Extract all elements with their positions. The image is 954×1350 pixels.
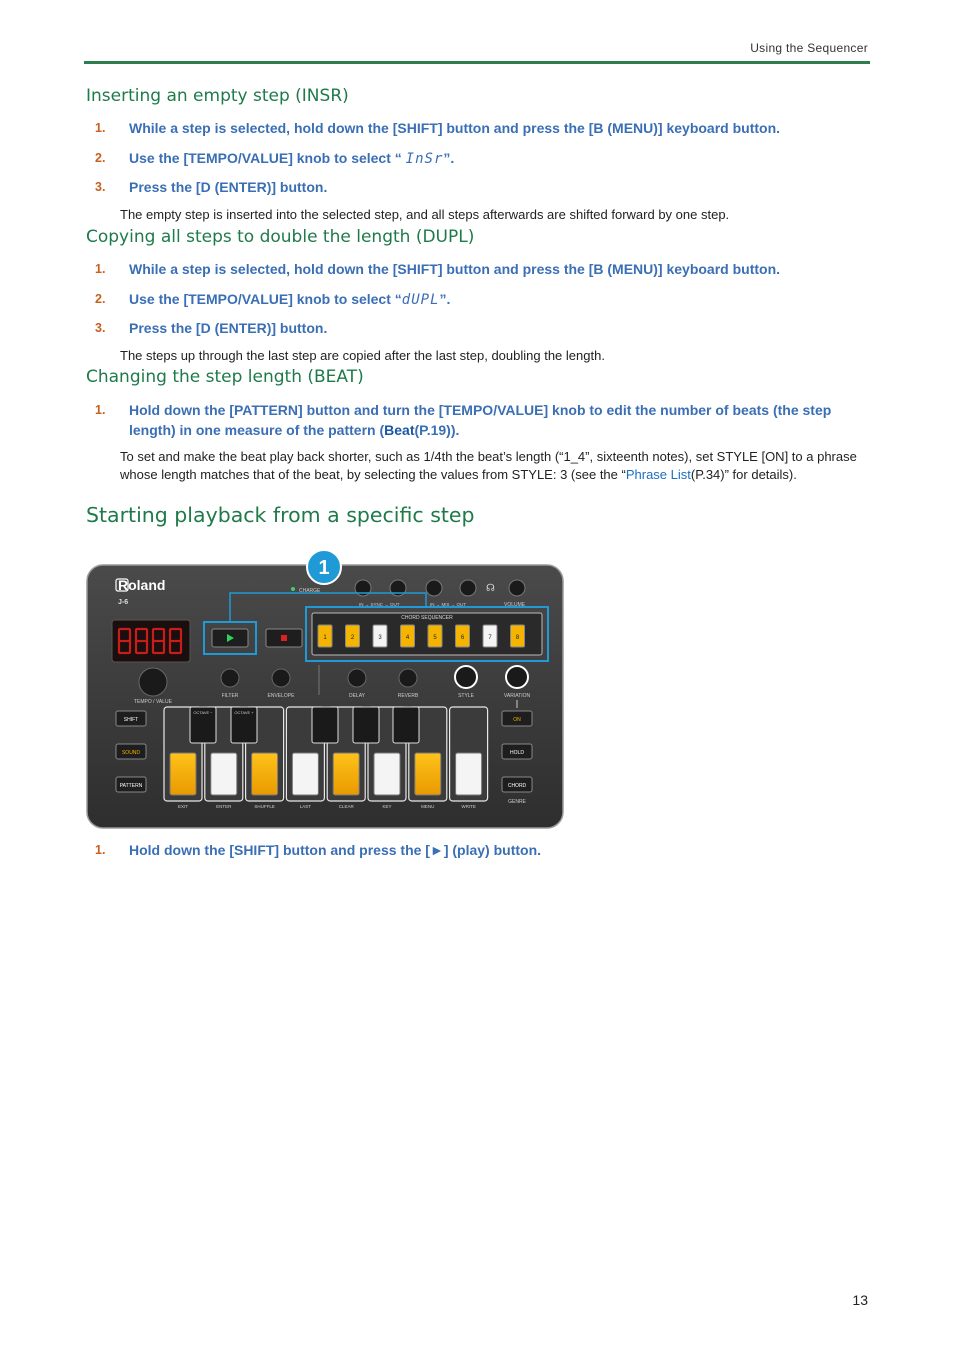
variation-button[interactable] <box>506 666 528 688</box>
tempo-value-label: TEMPO / VALUE <box>134 699 172 705</box>
step-number: 1. <box>95 843 106 857</box>
filter-label: FILTER <box>221 693 239 699</box>
genre-label: GENRE <box>508 799 526 805</box>
sequencer-step-label: 8 <box>515 635 520 641</box>
sequencer-step-label: 1 <box>323 635 327 641</box>
heading-copy-steps: Copying all steps to double the length (DUPL) <box>86 227 475 247</box>
sequencer-step-label: 6 <box>460 635 465 641</box>
step-text: Press the [D (ENTER)] button. <box>129 179 328 195</box>
envelope-knob[interactable] <box>272 669 290 687</box>
key-label: MENU <box>421 804 435 809</box>
dupl-step-2 <box>95 289 865 310</box>
sequencer-step-label: 2 <box>350 635 355 641</box>
reverb-knob[interactable] <box>399 669 417 687</box>
variation-label: VARIATION <box>503 693 531 699</box>
model-label: J-6 <box>118 599 129 606</box>
sound-label: SOUND <box>121 750 141 756</box>
sequencer-step-2[interactable] <box>346 625 360 647</box>
callout-number: 1 <box>318 557 330 579</box>
style-label: STYLE <box>458 693 474 699</box>
filter-knob[interactable] <box>221 669 239 687</box>
octave-plus-label: OCTAVE + <box>234 710 254 715</box>
step-text: While a step is selected, hold down the [SHIFT] button and press the [B (MENU)] keyboard button. <box>129 120 781 136</box>
key-label: ENTER <box>216 804 232 809</box>
step-text-pre: Use the [TEMPO/VALUE] knob to select “ <box>129 150 406 166</box>
tempo-value-knob[interactable] <box>139 668 167 696</box>
delay-label: DELAY <box>348 693 366 699</box>
step-number: 1. <box>95 262 106 276</box>
sequencer-label: CHORD SEQUENCER <box>401 615 453 621</box>
on-label: ON <box>513 717 521 723</box>
step-number: 3. <box>95 180 106 194</box>
chord-label: CHORD <box>507 783 527 789</box>
playback-step-1 <box>95 840 865 860</box>
device-illustration <box>86 545 564 830</box>
step-text <box>129 400 865 440</box>
brand-logo: Roland <box>118 577 166 593</box>
envelope-label: ENVELOPE <box>267 693 295 699</box>
stop-icon <box>281 635 287 641</box>
heading-start-playback: Starting playback from a specific step <box>86 503 475 527</box>
sequencer-step-1[interactable] <box>318 625 332 647</box>
key-label: CLEAR <box>338 804 354 809</box>
mix-label: IN → MIX → OUT <box>430 602 466 607</box>
beat-step-1 <box>95 400 865 440</box>
step-number: 3. <box>95 321 106 335</box>
step-text-pre: Hold down the [PATTERN] button and turn the [TEMPO/VALUE] knob to edit the number of beats (the step length) in one measure of the pattern ( <box>129 402 832 438</box>
step-number: 2. <box>95 151 106 165</box>
device-body <box>87 565 563 828</box>
dupl-step-1 <box>95 259 865 279</box>
headphone-icon: ☊ <box>486 583 495 594</box>
sequencer-step-label: 3 <box>378 635 382 641</box>
beat-note <box>120 448 865 483</box>
page-number: 13 <box>852 1292 868 1308</box>
key-label: SHUFFLE <box>254 804 275 809</box>
key-label: WRITE <box>461 804 476 809</box>
phrase-list-link[interactable]: Phrase List <box>625 466 691 482</box>
key-label: LAST <box>299 804 312 809</box>
beat-link[interactable]: Beat <box>384 422 415 438</box>
sequencer-step-5[interactable] <box>428 625 442 647</box>
sequencer-step-label: 5 <box>433 635 437 641</box>
step-text-post: ”. <box>439 291 451 307</box>
insr-note: The empty step is inserted into the selected step, and all steps afterwards are shifted forward by one step. <box>120 207 730 222</box>
sequencer-step-label: 4 <box>405 635 410 641</box>
dupl-note: The steps up through the last step are copied after the last step, doubling the length. <box>120 348 605 363</box>
sequencer-step-label: 7 <box>488 635 492 641</box>
step-text <box>129 289 865 310</box>
sequencer-step-8[interactable] <box>511 625 525 647</box>
sequencer-step-7[interactable] <box>483 625 497 647</box>
delay-knob[interactable] <box>348 669 366 687</box>
heading-insert-step: Inserting an empty step (INSR) <box>86 86 349 106</box>
step-text <box>129 148 865 169</box>
octave-minus-label: OCTAVE − <box>193 710 213 715</box>
step-text: Press the [D (ENTER)] button. <box>129 320 328 336</box>
header-rule <box>84 61 870 64</box>
key-pad[interactable] <box>456 753 482 795</box>
step-text-pre: Use the [TEMPO/VALUE] knob to select “ <box>129 291 402 307</box>
dupl-step-3 <box>95 318 865 338</box>
key-pad[interactable] <box>211 753 237 795</box>
key-pad[interactable] <box>292 753 318 795</box>
step-number: 2. <box>95 292 106 306</box>
key-label: KEY <box>382 804 392 809</box>
insr-step-2 <box>95 148 865 169</box>
shift-label: SHIFT <box>123 717 139 723</box>
hold-label: HOLD <box>510 750 524 756</box>
heading-step-length: Changing the step length (BEAT) <box>86 367 364 387</box>
running-head: Using the Sequencer <box>750 41 868 55</box>
sync-label: IN → SYNC → OUT <box>359 602 400 607</box>
key-pad[interactable] <box>415 753 441 795</box>
style-button[interactable] <box>455 666 477 688</box>
key-label: EXIT <box>177 804 189 809</box>
sequencer-step-3[interactable] <box>373 625 387 647</box>
step-text-post: ”. <box>443 150 455 166</box>
step-text: Hold down the [SHIFT] button and press the [►] (play) button. <box>129 842 542 858</box>
lcd-text: InSr <box>405 151 444 167</box>
insr-step-3 <box>95 177 865 197</box>
step-number: 1. <box>95 403 106 417</box>
pattern-label: PATTERN <box>119 783 143 789</box>
note-post: (P.34)” for details). <box>690 466 797 482</box>
reverb-label: REVERB <box>397 693 419 699</box>
sequencer-step-4[interactable] <box>401 625 415 647</box>
key-pad[interactable] <box>333 753 359 795</box>
sequencer-step-6[interactable] <box>456 625 470 647</box>
key-pad[interactable] <box>252 753 278 795</box>
volume-label: VOLUME <box>504 602 526 608</box>
step-number: 1. <box>95 121 106 135</box>
key-pad[interactable] <box>374 753 400 795</box>
step-text: While a step is selected, hold down the [SHIFT] button and press the [B (MENU)] keyboard button. <box>129 261 781 277</box>
charge-led <box>291 587 295 591</box>
insr-step-1 <box>95 118 865 138</box>
step-text-post: (P.19)). <box>414 422 460 438</box>
charge-label: CHARGE <box>299 588 321 594</box>
device-svg <box>86 545 564 830</box>
note-pre: To set and make the beat play back shorter, such as 1/4th the beat’s length (“1_4”, sixteenth notes), set STYLE [ON] to a phrase whose length matches that of the beat, by selecting the values from STYLE: 3 (see the “ <box>120 449 857 482</box>
lcd-text: dUPL <box>401 292 440 308</box>
key-pad[interactable] <box>170 753 196 795</box>
